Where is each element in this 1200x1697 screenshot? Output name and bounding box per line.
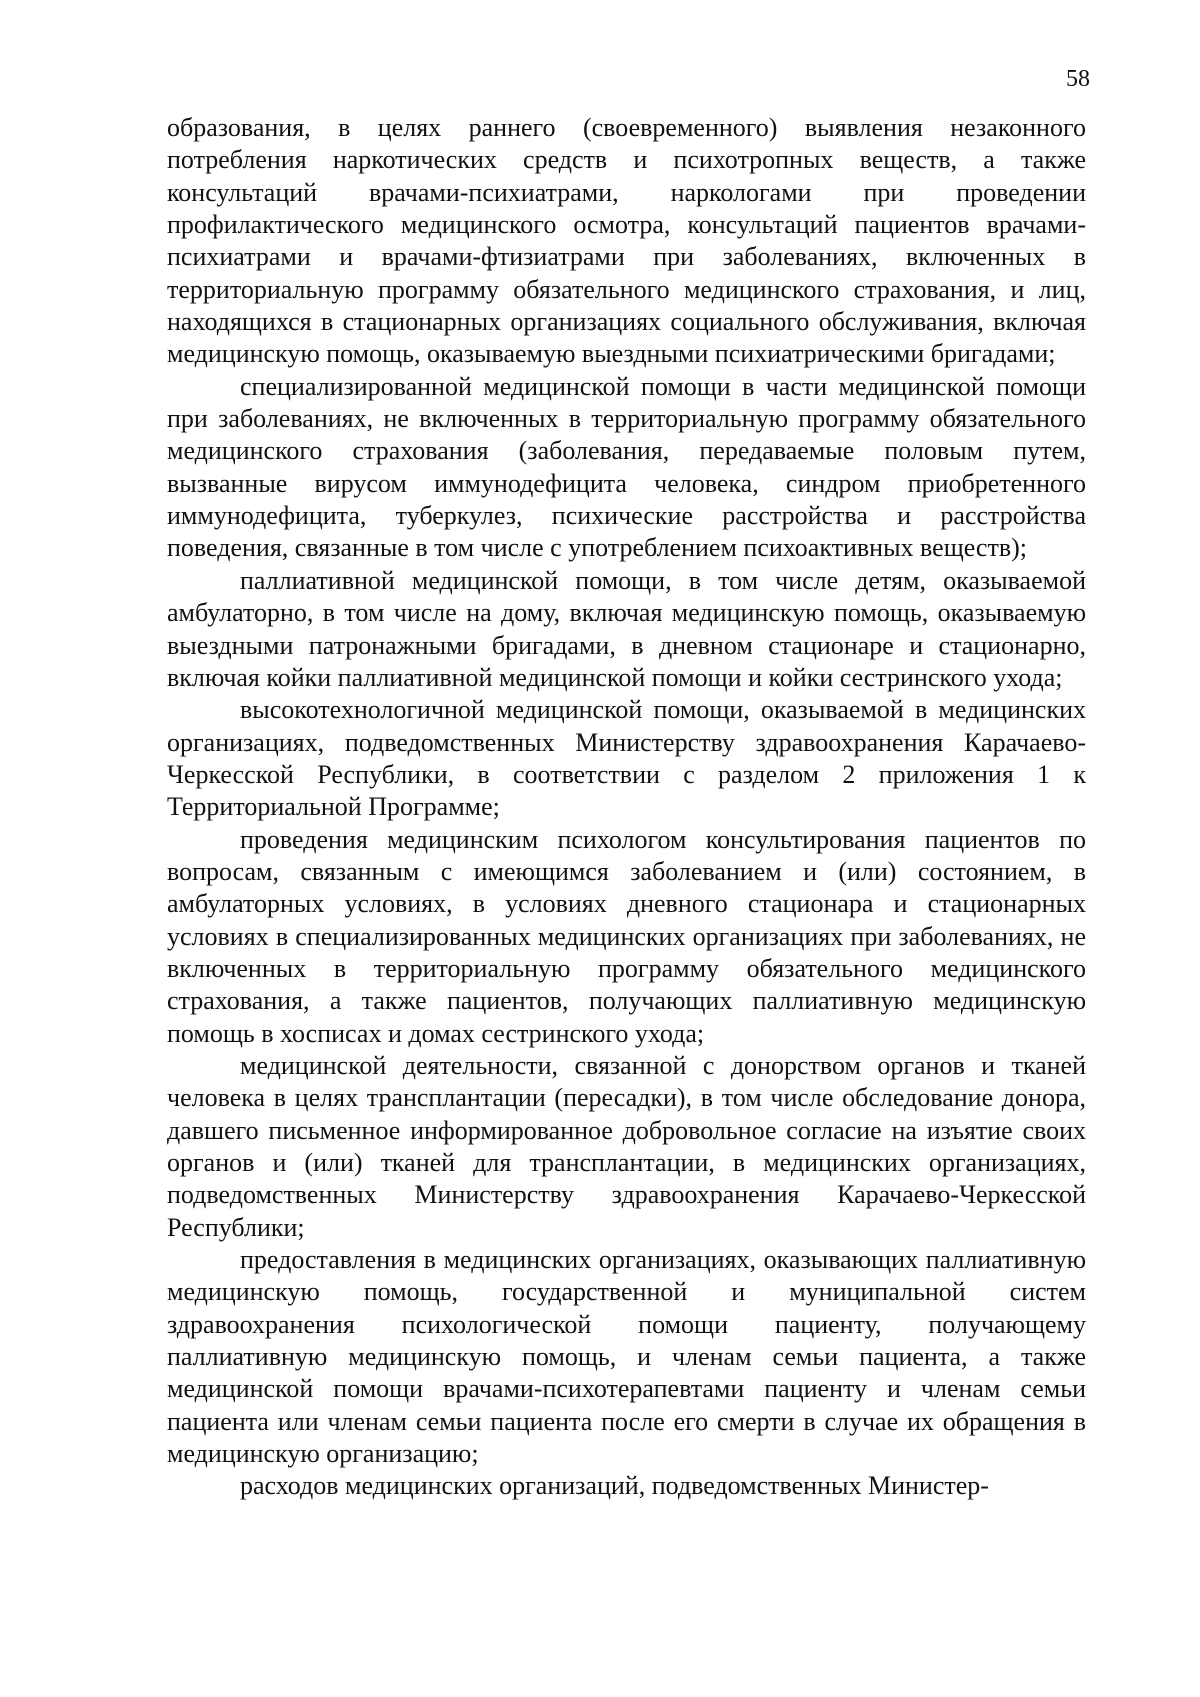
paragraph-continuation: образования, в целях раннего (своевременного) выявления незаконного потребления наркотических средств и психотропных веществ, а также консультаций врачами-психиатрами, наркологами при проведении профилактического медицинского осмотра, консультаций пациентов врачами-психиатрами и врачами-фтизиатрами при заболеваниях, включенных в территориальную программу обязательного медицинского страхования, и лиц, находящихся в стационарных организациях социального обслуживания, включая медицинскую помощь, оказываемую выездными психиатрическими бригадами; [167,113,1086,369]
paragraph-specialized-care: специализированной медицинской помощи в части медицинской помощи при заболеваниях, не включенных в территориальную программу обязательного медицинского страхования (заболевания, передаваемые половым путем, вызванные вирусом иммунодефицита человека, синдром приобретенного иммунодефицита, туберкулез, психические расстройства и расстройства поведения, связанные в том числе с употреблением психоактивных веществ); [167,371,1086,563]
paragraph-high-tech-care: высокотехнологичной медицинской помощи, оказываемой в медицинских организациях, подведомственных Министерству здравоохранения Карачаево-Черкесской Республики, в соответствии с разделом 2 приложения 1 к Территориальной Программе; [167,695,1086,822]
paragraph-psychological-help: предоставления в медицинских организациях, оказывающих паллиативную медицинскую помощь, государственной и муниципальной систем здравоохранения психологической помощи пациенту, получающему паллиативную медицинскую помощь, и членам семьи пациента, а также медицинской помощи врачами-психотерапевтами пациенту и членам семьи пациента или членам семьи пациента после его смерти в случае их обращения в медицинскую организацию; [167,1245,1086,1469]
document-body [167,112,1086,1503]
paragraph-expenses: расходов медицинских организаций, подведомственных Министер- [240,1471,989,1501]
page-number: 58 [1066,66,1090,92]
paragraph-psychologist-consulting: проведения медицинским психологом консультирования пациентов по вопросам, связанным с имеющимся заболеванием и (или) состоянием, в амбулаторных условиях, в условиях дневного стационара и стационарных условиях в специализированных медицинских организациях при заболеваниях, не включенных в территориальную программу обязательного медицинского страхования, а также пациентов, получающих паллиативную медицинскую помощь в хосписах и домах сестринского ухода; [167,824,1086,1048]
paragraph-palliative-care: паллиативной медицинской помощи, в том числе детям, оказываемой амбулаторно, в том числе на дому, включая медицинскую помощь, оказываемую выездными патронажными бригадами, в дневном стационаре и стационарно, включая койки паллиативной медицинской помощи и койки сестринского ухода; [167,565,1086,692]
paragraph-organ-donation: медицинской деятельности, связанной с донорством органов и тканей человека в целях трансплантации (пересадки), в том числе обследование донора, давшего письменное информированное добровольное согласие на изъятие своих органов и (или) тканей для трансплантации, в медицинских организациях, подведомственных Министерству здравоохранения Карачаево-Черкесской Республики; [167,1050,1086,1242]
